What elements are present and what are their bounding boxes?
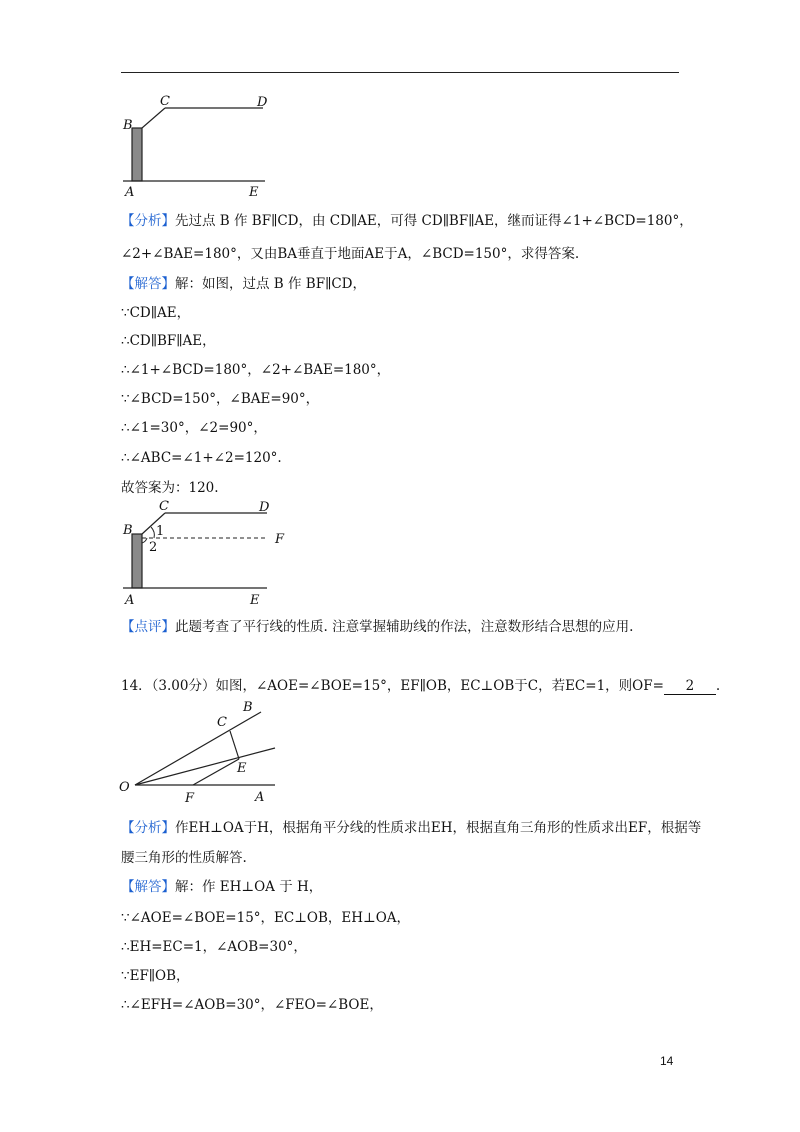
- label-e: E: [237, 761, 247, 776]
- segment-bc: [142, 108, 165, 128]
- label-a: A: [125, 593, 135, 608]
- q14-stem-end: .: [715, 678, 721, 694]
- angle-arc-1: [151, 527, 154, 538]
- ray-oe: [135, 748, 275, 785]
- page-number: 14: [660, 1054, 674, 1068]
- header-rule: [121, 72, 679, 73]
- label-angle-2: 2: [149, 540, 158, 555]
- comment-line: [121, 617, 633, 637]
- q14-stem: [121, 676, 720, 696]
- solution-step: ∴∠ABC=∠1+∠2=120°.: [121, 450, 282, 466]
- wall-rect: [132, 128, 142, 181]
- label-c: C: [217, 715, 227, 730]
- analysis-line-1: [121, 211, 693, 231]
- q14-solution-line-1: [121, 877, 322, 897]
- solution-tag: 【解答】: [121, 879, 175, 895]
- segment-ef: [193, 759, 239, 785]
- solution-step: ∴∠1=30°，∠2=90°，: [121, 420, 267, 436]
- label-d: D: [259, 500, 270, 515]
- figure-wall-diagram-auxiliary: [115, 496, 295, 608]
- q14-analysis-line-1: [121, 818, 701, 838]
- q14-solution-step: ∴∠EFH=∠AOB=30°，∠FEO=∠BOE，: [121, 997, 383, 1013]
- figure-wall-diagram: [115, 92, 285, 202]
- comment-tag: 【点评】: [121, 619, 175, 635]
- solution-text-1: 解：如图，过点 B 作 BF∥CD，: [175, 276, 366, 292]
- analysis-line-2: ∠2+∠BAE=180°，又由BA垂直于地面AE于A，∠BCD=150°，求得答案.: [121, 246, 580, 262]
- wall-rect: [132, 534, 142, 588]
- solution-step: ∴∠1+∠BCD=180°，∠2+∠BAE=180°，: [121, 362, 391, 378]
- figure-angle-diagram: [115, 698, 285, 806]
- solution-step: ∵∠BCD=150°，∠BAE=90°，: [121, 391, 320, 407]
- label-o: O: [119, 780, 130, 795]
- solution-text-1: 解：作 EH⊥OA 于 H，: [175, 879, 323, 895]
- label-b: B: [123, 118, 133, 133]
- label-b: B: [243, 700, 253, 715]
- label-d: D: [257, 95, 268, 110]
- label-a: A: [125, 185, 135, 200]
- solution-tag: 【解答】: [121, 276, 175, 292]
- q14-stem-text: 14．（3.00分）如图，∠AOE=∠BOE=15°，EF∥OB，EC⊥OB于C，若EC=1，则OF=: [121, 678, 664, 694]
- label-e: E: [249, 185, 259, 200]
- q14-answer-blank: 2: [664, 678, 716, 695]
- q14-analysis-line-2: 腰三角形的性质解答.: [121, 850, 247, 866]
- final-answer: 故答案为：120.: [121, 480, 219, 496]
- label-f: F: [185, 791, 195, 806]
- segment-ec: [230, 731, 239, 759]
- analysis-tag: 【分析】: [121, 213, 175, 229]
- q14-solution-step: ∵EF∥OB，: [121, 968, 190, 984]
- q14-solution-step: ∵∠AOE=∠BOE=15°，EC⊥OB，EH⊥OA，: [121, 910, 411, 926]
- analysis-text-1: 作EH⊥OA于H，根据角平分线的性质求出EH，根据直角三角形的性质求出EF，根据等: [175, 820, 702, 836]
- label-e: E: [250, 593, 260, 608]
- label-a: A: [255, 790, 265, 805]
- label-c: C: [159, 499, 169, 514]
- label-b: B: [123, 523, 133, 538]
- solution-step: ∴CD∥BF∥AE，: [121, 333, 216, 349]
- label-angle-1: 1: [156, 524, 165, 539]
- analysis-text-1: 先过点 B 作 BF∥CD，由 CD∥AE，可得 CD∥BF∥AE，继而证得∠1+∠BCD=180°，: [175, 213, 693, 229]
- comment-text: 此题考查了平行线的性质. 注意掌握辅助线的作法，注意数形结合思想的应用.: [175, 619, 634, 635]
- label-c: C: [160, 94, 170, 109]
- angle-arc-2: [142, 538, 147, 543]
- solution-line-1: [121, 274, 366, 294]
- q14-solution-step: ∴EH=EC=1，∠AOB=30°，: [121, 939, 307, 955]
- label-f: F: [275, 532, 285, 547]
- solution-step: ∵CD∥AE，: [121, 305, 191, 321]
- analysis-tag: 【分析】: [121, 820, 175, 836]
